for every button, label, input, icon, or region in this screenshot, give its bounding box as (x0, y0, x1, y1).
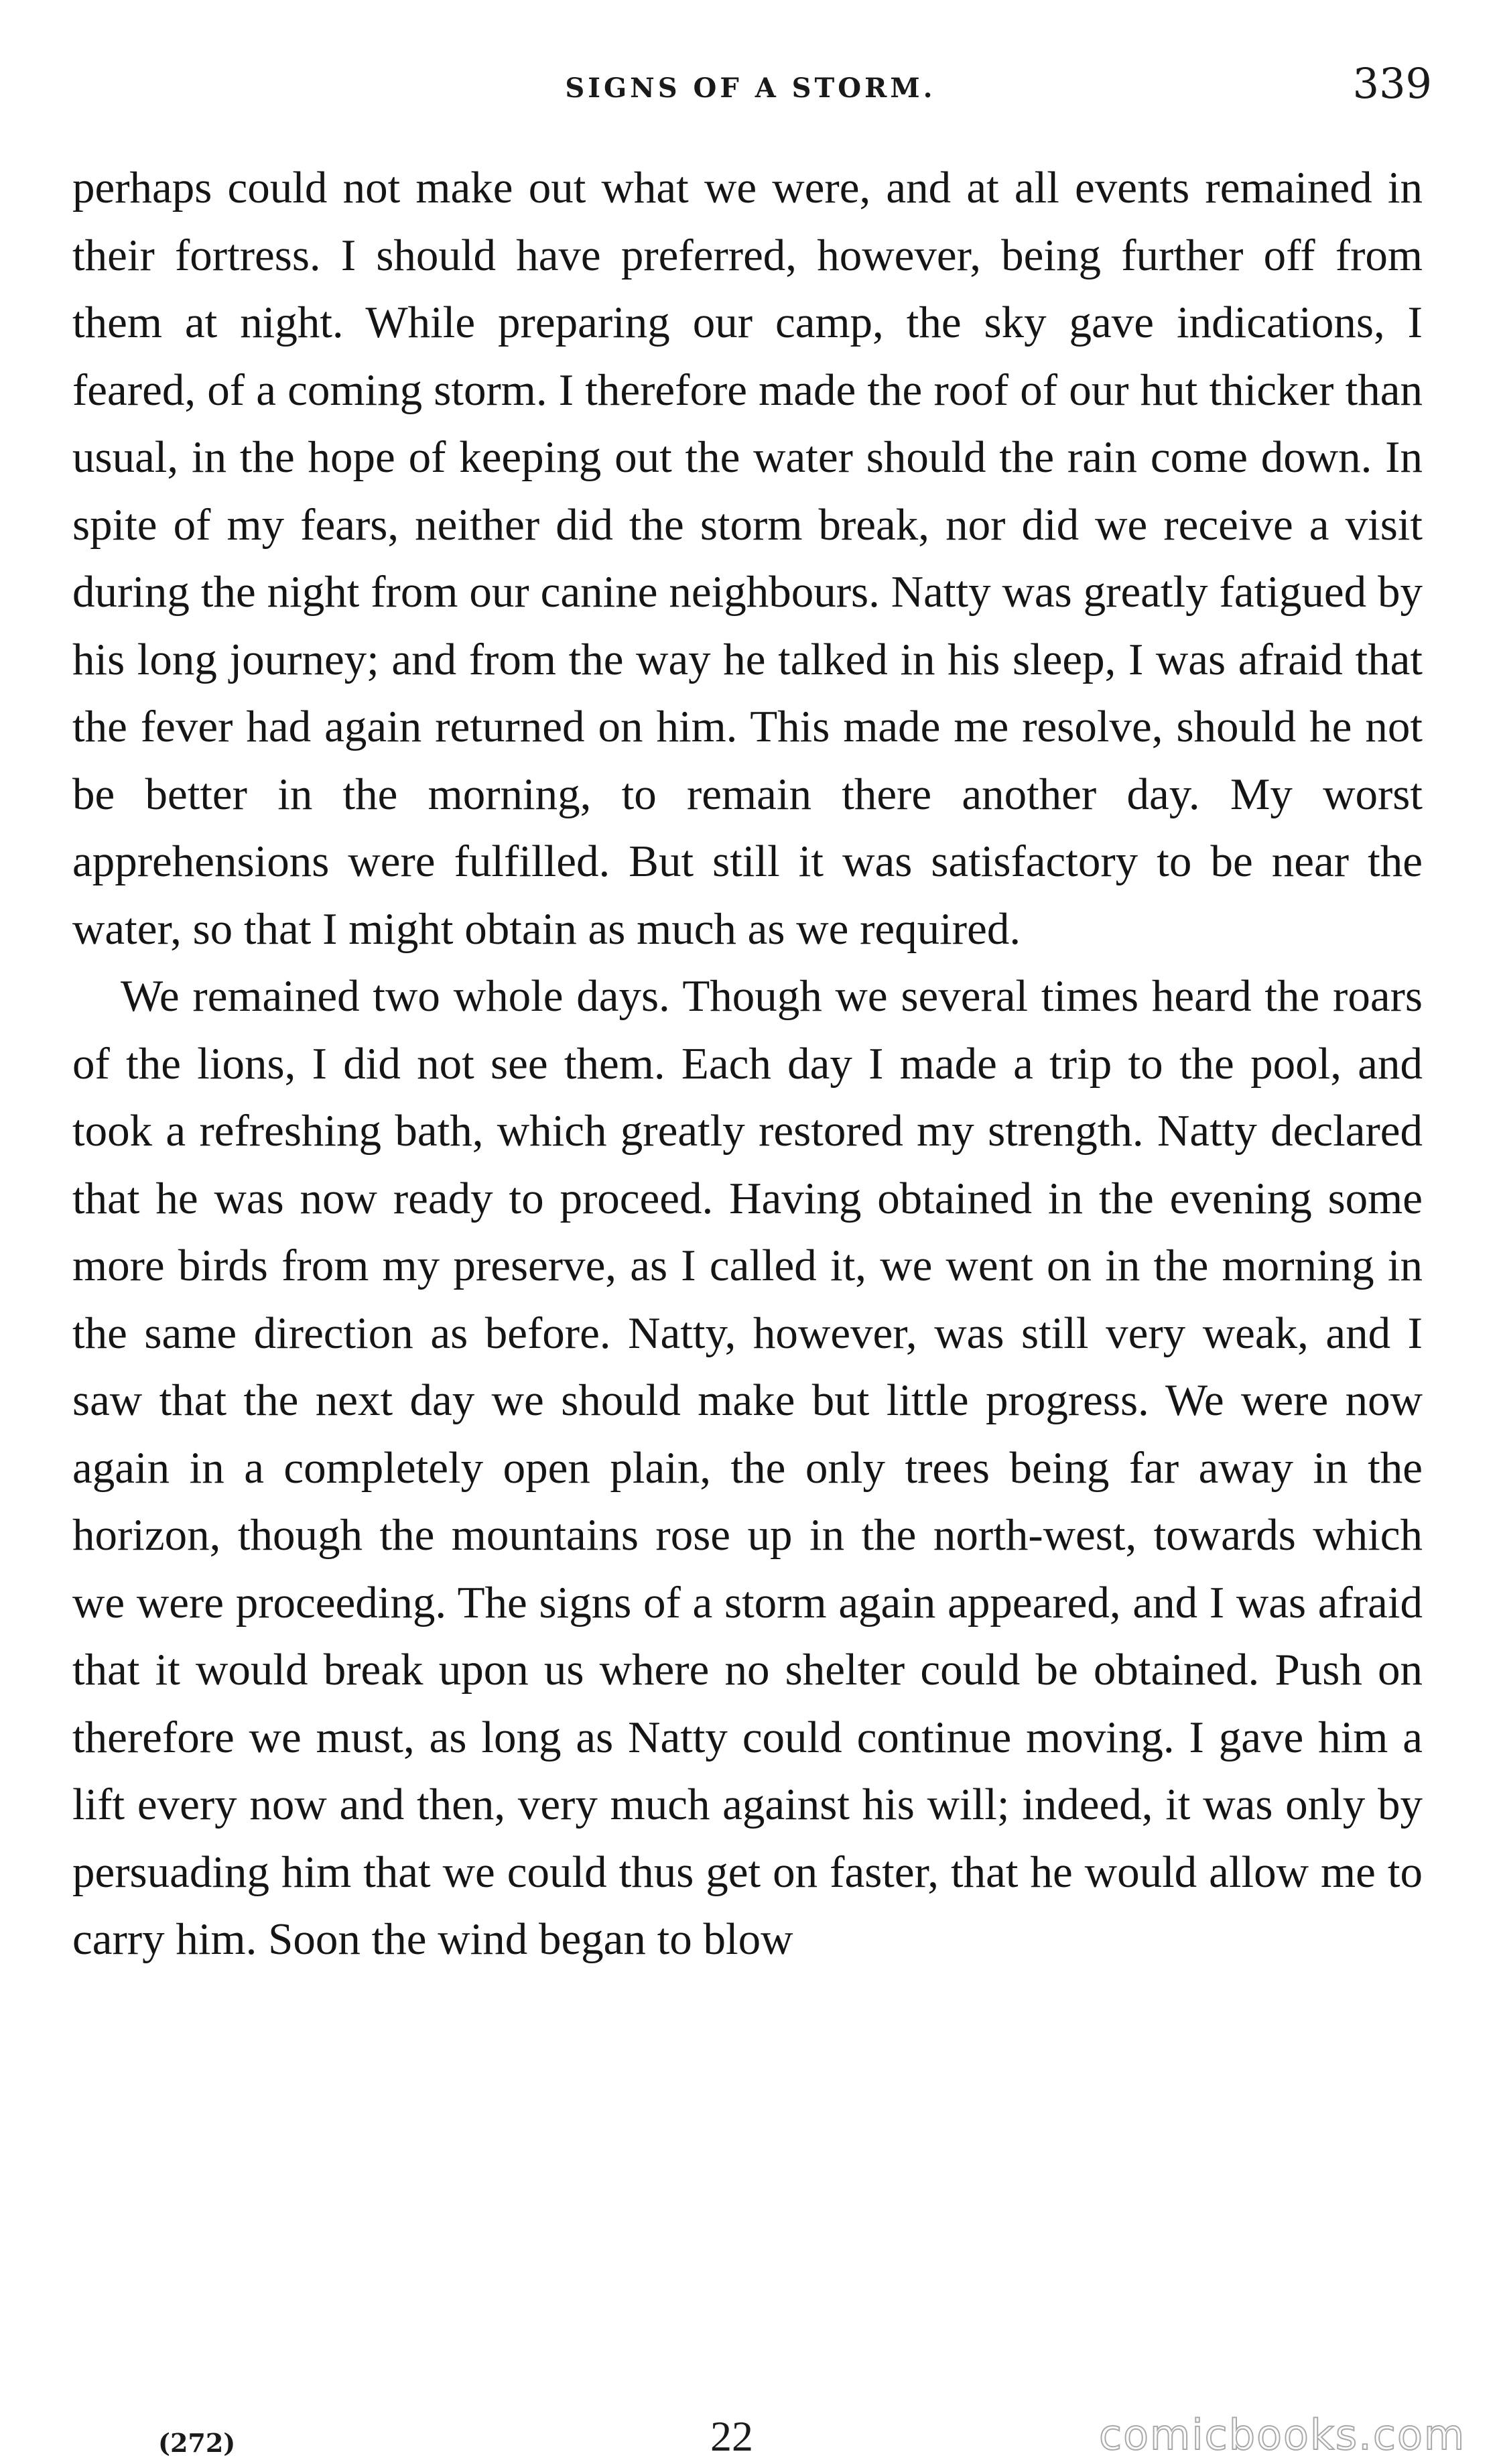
body-text (72, 154, 1423, 1973)
printer-mark: (272) (158, 2428, 236, 2458)
signature-mark: 22 (710, 2412, 753, 2460)
paragraph: We remained two whole days. Though we several times heard the roars of the lions, I did not see them. Each day I made a trip to the pool, and took a refreshing bath, which greatly restored my strength. Natty declared that he was now ready to proceed. Having obtained in the evening some more birds from my preserve, as I called it, we went on in the morning in the same direction as before. Natty, however, was still very weak, and I saw that the next day we should make but little progress. We were now again in a completely open plain, the only trees being far away in the horizon, though the mountains rose up in the north-west, towards which we were proceeding. The signs of a storm again appeared, and I was afraid that it would break upon us where no shelter could be obtained. Push on therefore we must, as long as Natty could continue moving. I gave him a lift every now and then, very much against his will; indeed, it was only by persuading him that we could thus get on faster, that he would allow me to carry him. Soon the wind began to blow (72, 971, 1423, 1964)
paragraph-continued: perhaps could not make out what we were, and at all events remained in their fortress. I should have preferred, however, being further off from them at night. While preparing our camp, the sky gave indications, I feared, of a coming storm. I therefore made the roof of our hut thicker than usual, in the hope of keeping out the water should the rain come down. In spite of my fears, neither did the storm break, nor did we receive a visit during the night from our canine neighbours. Natty was greatly fatigued by his long journey; and from the way he talked in his sleep, I was afraid that the fever had again returned on him. This made me resolve, should he not be better in the morning, to remain there another day. My worst apprehensions were fulfilled. But still it was satisfactory to be near the water, so that I might obtain as much as we required. (72, 163, 1423, 954)
watermark: comicbooks.com (1099, 2410, 1466, 2459)
running-title: SIGNS OF A STORM. (565, 72, 936, 104)
page-number: 339 (1352, 59, 1432, 108)
